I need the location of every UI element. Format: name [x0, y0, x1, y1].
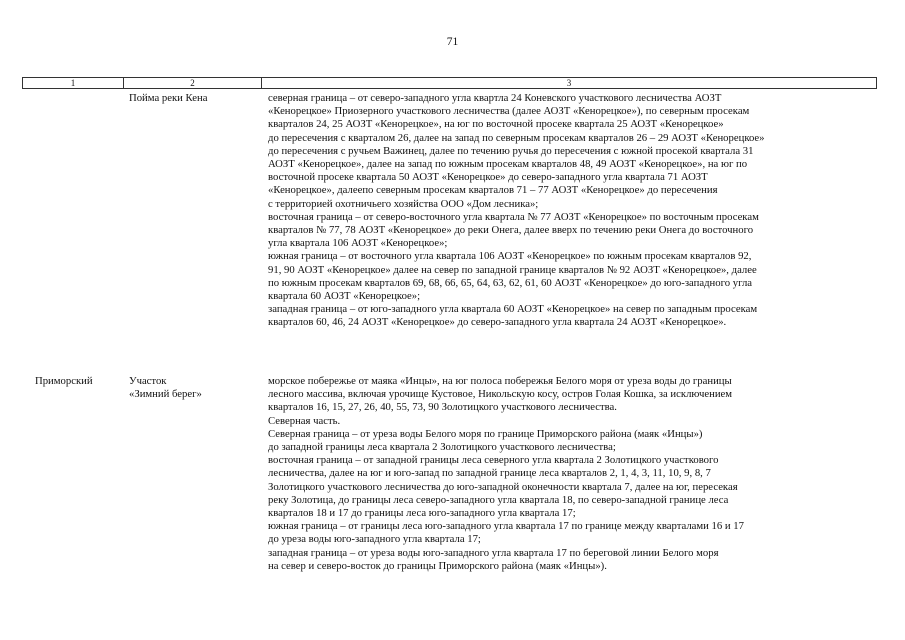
description-line: до пересечения с кварталом 26, далее на запад по северным просекам кварталов 26 – 29 АОЗТ «Кенорецкое» [268, 131, 765, 144]
header-col-2: 2 [124, 78, 262, 88]
description-line: восточной просеке квартала 50 АОЗТ «Кенорецкое» до северо-западного угла квартала 71 АОЗТ [268, 171, 708, 184]
area-cell [129, 92, 257, 105]
description-line: кварталов 60, 46, 24 АОЗТ «Кенорецкое» до северо-западного угла квартала 24 АОЗТ «Кенорецкое». [268, 316, 727, 329]
description-line: восточная граница – от северо-восточного угла квартала № 77 АОЗТ «Кенорецкое» по восточным просекам [268, 210, 759, 223]
description-line: морское побережье от маяка «Инцы», на юг полоса побережья Белого моря от уреза воды до границы [268, 375, 732, 387]
header-col-1: 1 [23, 78, 124, 88]
description-line: до пересечения с ручьем Важинец, далее по течению ручья до пересечения с южной просекой квартала 31 [268, 144, 754, 157]
description-line: по южным просекам кварталов 69, 68, 66, 65, 64, 63, 62, 61, 60 АОЗТ «Кенорецкое» до юго-западного угла [268, 276, 753, 289]
description-line: лесничества, далее на юг и юго-запад по западной границе леса кварталов 2, 1, 4, 3, 11, 10, 9, 8, 7 [268, 467, 711, 480]
description-line: западная граница – от юго-западного угла квартала 60 АОЗТ «Кенорецкое» на север по западным просекам [268, 303, 758, 316]
description-line: северная граница – от северо-западного угла квартла 24 Коневского участкового лесничества АОЗТ [268, 92, 722, 104]
description-line: с территорией охотничьего хозяйства ООО «Дом лесника»; [268, 197, 539, 210]
area-line: Пойма реки Кена [129, 92, 208, 104]
header-col-3: 3 [566, 78, 572, 88]
description-line: реку Золотица, до границы леса северо-западного угла квартала 18, по северо-западной границе леса [268, 493, 729, 506]
district-cell: Приморский [35, 375, 93, 387]
description-cell [268, 375, 878, 573]
table-header [22, 77, 877, 89]
description-line: лесного массива, включая урочище Кустовое, Никольскую косу, остров Голая Кошка, за исключением [268, 388, 733, 401]
description-line: южная граница – от границы леса юго-западного угла квартала 17 по границе между кварталами 16 и 17 [268, 520, 744, 533]
description-line: Северная часть. [268, 414, 341, 427]
description-line: кварталов 24, 25 АОЗТ «Кенорецкое», на юг по восточной просеке квартала 25 АОЗТ «Кенорецкое» [268, 118, 724, 131]
description-line: 91, 90 АОЗТ «Кенорецкое» далее на север по западной границе кварталов № 92 АОЗТ «Кенорецкое», далее [268, 263, 757, 276]
description-line: угла квартала 106 АОЗТ «Кенорецкое»; [268, 237, 448, 250]
page-number: 71 [446, 36, 459, 48]
description-line: Северная граница – от уреза воды Белого моря по границе Приморского района (маяк «Инцы») [268, 427, 703, 440]
description-line: АОЗТ «Кенорецкое», далее на запад по южным просекам кварталов 48, 49 АОЗТ «Кенорецкое», на юг по [268, 158, 748, 171]
description-line: на север и северо-восток до границы Приморского района (маяк «Инцы»). [268, 559, 607, 572]
description-line: южная граница – от восточного угла квартала 106 АОЗТ «Кенорецкое» по южным просекам кварталов 92, [268, 250, 752, 263]
description-line: кварталов 16, 15, 27, 26, 40, 55, 73, 90 Золотицкого участкового лесничества. [268, 401, 617, 414]
description-line: западная граница – от уреза воды юго-западного угла квартала 17 по береговой линии Белого моря [268, 546, 719, 559]
description-line: квартала 60 АОЗТ «Кенорецкое»; [268, 290, 421, 303]
description-line: «Кенорецкое» Приозерного участкового лесничества (далее АОЗТ «Кенорецкое»), по северным просекам [268, 105, 750, 118]
description-line: кварталов № 77, 78 АОЗТ «Кенорецкое» до реки Онега, далее вверх по течению реки Онега до восточного [268, 224, 754, 237]
description-line: Золотицкого участкового лесничества до юго-западной оконечности квартала 7, далее на юг, пересекая [268, 480, 738, 493]
area-cell [129, 375, 257, 401]
description-line: до западной границы леса квартала 2 Золотицкого участкового лесничества; [268, 441, 616, 454]
description-line: кварталов 18 и 17 до границы леса юго-западного угла квартала 17; [268, 507, 576, 520]
description-line: «Кенорецкое», далеепо северным просекам кварталов 71 – 77 АОЗТ «Кенорецкое» до пересечения [268, 184, 718, 197]
description-line: восточная граница – от западной границы леса северного угла квартала 2 Золотицкого участкового [268, 454, 719, 467]
area-line: Участок [129, 375, 167, 387]
description-cell [268, 92, 878, 330]
description-line: до уреза воды юго-западного угла квартала 17; [268, 533, 481, 546]
area-line: «Зимний берег» [129, 388, 202, 401]
